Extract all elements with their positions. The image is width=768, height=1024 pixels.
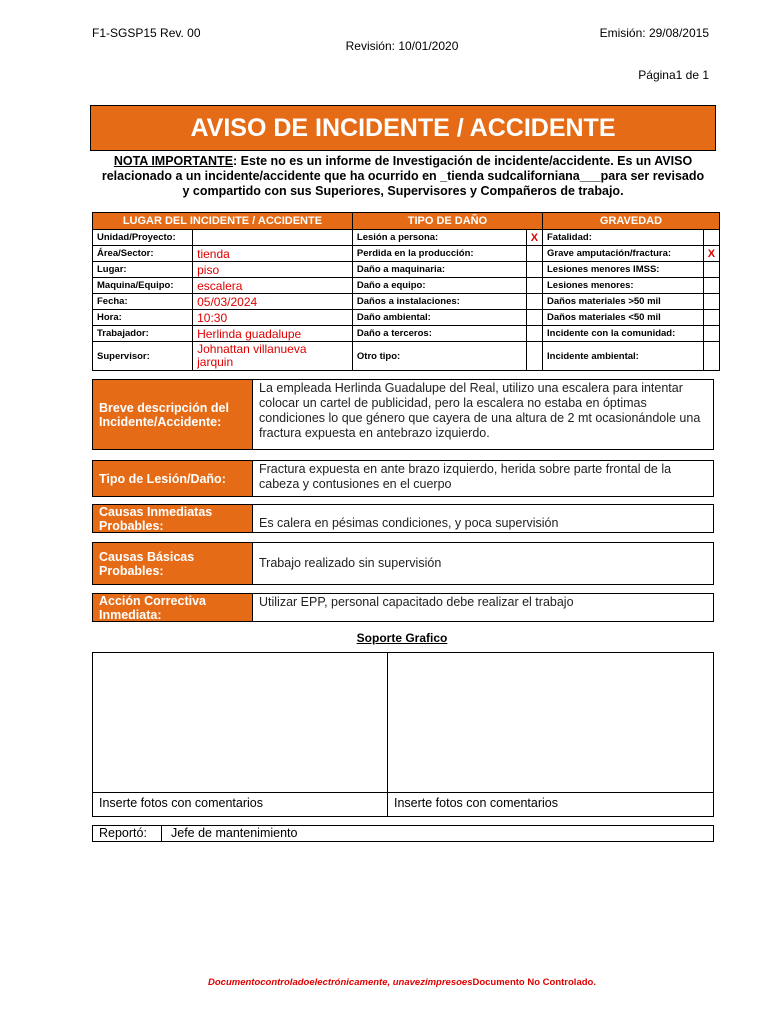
dano-label: Lesión a persona: xyxy=(352,230,526,246)
dano-label: Otro tipo: xyxy=(352,342,526,371)
basicas-label: Causas Básicas Probables: xyxy=(93,543,253,584)
dano-label: Daño ambiental: xyxy=(352,310,526,326)
descripcion-text[interactable]: La empleada Herlinda Guadalupe del Real, utilizo una escalera para intentar colocar un cartel de publicidad, pero la escalera no estaba en óptimas condiciones lo que género que cayera de una altura de 2 mt ocasionándole una fractura expuesta en antebrazo izquierdo. xyxy=(259,381,701,440)
dano-check[interactable]: X xyxy=(526,230,542,246)
row-value[interactable]: escalera xyxy=(193,278,353,294)
footer-plain: Documento No Controlado. xyxy=(472,977,596,988)
row-value[interactable]: 10:30 xyxy=(193,310,353,326)
footer-note xyxy=(0,977,768,988)
reporto-value[interactable]: Jefe de mantenimiento xyxy=(171,826,298,840)
soporte-title: Soporte Grafico xyxy=(356,631,448,645)
gravedad-check[interactable] xyxy=(703,262,719,278)
reporto-divider xyxy=(161,826,162,841)
row-value[interactable]: tienda xyxy=(193,246,353,262)
lesion-label: Tipo de Lesión/Daño: xyxy=(93,461,253,496)
gravedad-label: Fatalidad: xyxy=(543,230,704,246)
descripcion-label: Breve descripción del Incidente/Accidente: xyxy=(93,380,253,449)
gravedad-check[interactable] xyxy=(703,230,719,246)
row-value[interactable] xyxy=(193,230,353,246)
photo-area xyxy=(92,652,714,817)
basicas-text[interactable]: Trabajo realizado sin supervisión xyxy=(259,556,442,570)
row-value[interactable]: piso xyxy=(193,262,353,278)
gravedad-check[interactable] xyxy=(703,326,719,342)
incident-grid xyxy=(92,212,720,371)
correctiva-label: Acción Correctiva Inmediata: xyxy=(93,594,253,621)
dano-check[interactable] xyxy=(526,278,542,294)
table-row xyxy=(93,310,720,326)
table-row xyxy=(93,246,720,262)
table-row xyxy=(93,294,720,310)
row-label: Fecha: xyxy=(93,294,193,310)
header-lugar: LUGAR DEL INCIDENTE / ACCIDENTE xyxy=(93,213,353,230)
table-row xyxy=(93,326,720,342)
caption-left[interactable]: Inserte fotos con comentarios xyxy=(99,796,263,810)
gravedad-check[interactable] xyxy=(703,294,719,310)
gravedad-label: Incidente con la comunidad: xyxy=(543,326,704,342)
caption-divider xyxy=(93,792,713,793)
row-value[interactable]: Herlinda guadalupe xyxy=(193,326,353,342)
nota-line2: relacionado a un incidente/accidente que ha ocurrido en _tienda sudcaliforniana___para ser revisado xyxy=(101,169,705,183)
gravedad-label: Grave amputación/fractura: xyxy=(543,246,704,262)
dano-check[interactable] xyxy=(526,246,542,262)
inmediatas-text[interactable]: Es calera en pésimas condiciones, y poca supervisión xyxy=(259,516,559,530)
caption-right[interactable]: Inserte fotos con comentarios xyxy=(394,796,558,810)
dano-check[interactable] xyxy=(526,262,542,278)
gravedad-check[interactable] xyxy=(703,310,719,326)
dano-check[interactable] xyxy=(526,310,542,326)
document-code: F1-SGSP15 Rev. 00 xyxy=(92,26,201,40)
section-lesion xyxy=(92,460,714,497)
reporto-row xyxy=(92,825,714,842)
reporto-label: Reportó: xyxy=(99,826,147,840)
row-label: Área/Sector: xyxy=(93,246,193,262)
table-row xyxy=(93,342,720,371)
dano-label: Daño a terceros: xyxy=(352,326,526,342)
gravedad-check[interactable] xyxy=(703,278,719,294)
footer-italic: Documentocontroladoelectrónicamente, unavezimpresoes xyxy=(208,977,473,988)
section-correctiva xyxy=(92,593,714,622)
row-label: Hora: xyxy=(93,310,193,326)
dano-check[interactable] xyxy=(526,326,542,342)
supervisor-value[interactable] xyxy=(193,342,353,371)
table-row xyxy=(93,262,720,278)
supervisor-line2: jarquin xyxy=(197,355,234,369)
gravedad-check[interactable] xyxy=(703,342,719,371)
row-label: Lugar: xyxy=(93,262,193,278)
inmediatas-label: Causas Inmediatas Probables: xyxy=(93,505,253,532)
table-row xyxy=(93,230,720,246)
correctiva-text[interactable]: Utilizar EPP, personal capacitado debe realizar el trabajo xyxy=(259,595,574,609)
nota-label: NOTA IMPORTANTE xyxy=(113,154,234,168)
row-value[interactable]: 05/03/2024 xyxy=(193,294,353,310)
dano-label: Daño a equipo: xyxy=(352,278,526,294)
lesion-text[interactable]: Fractura expuesta en ante brazo izquierdo, herida sobre parte frontal de la cabeza y contusiones en el cuerpo xyxy=(259,462,672,491)
nota-line3: y compartido con sus Superiores, Supervisores y Compañeros de trabajo. xyxy=(182,184,624,198)
gravedad-label: Lesiones menores IMSS: xyxy=(543,262,704,278)
nota-line1: : Este no es un informe de Investigación de incidente/accidente. Es un AVISO xyxy=(233,154,693,168)
row-label: Maquina/Equipo: xyxy=(93,278,193,294)
nota-importante xyxy=(88,154,718,199)
gravedad-label: Daños materiales <50 mil xyxy=(543,310,704,326)
dano-check[interactable] xyxy=(526,342,542,371)
dano-label: Daño a maquinaria: xyxy=(352,262,526,278)
revision-date: Revisión: 10/01/2020 xyxy=(345,39,459,53)
table-row xyxy=(93,278,720,294)
section-inmediatas xyxy=(92,504,714,533)
row-label: Supervisor: xyxy=(93,342,193,371)
emision-date: Emisión: 29/08/2015 xyxy=(599,26,709,40)
supervisor-line1: Johnattan villanueva xyxy=(197,342,307,356)
section-descripcion xyxy=(92,379,714,450)
gravedad-label: Daños materiales >50 mil xyxy=(543,294,704,310)
gravedad-label: Lesiones menores: xyxy=(543,278,704,294)
gravedad-label: Incidente ambiental: xyxy=(543,342,704,371)
row-label: Trabajador: xyxy=(93,326,193,342)
page-number: Página1 de 1 xyxy=(638,68,709,82)
dano-label: Daños a instalaciones: xyxy=(352,294,526,310)
section-basicas xyxy=(92,542,714,585)
page-title: AVISO DE INCIDENTE / ACCIDENTE xyxy=(90,105,716,151)
row-label: Unidad/Proyecto: xyxy=(93,230,193,246)
dano-check[interactable] xyxy=(526,294,542,310)
gravedad-check[interactable]: X xyxy=(703,246,719,262)
header-tipo-dano: TIPO DE DAÑO xyxy=(352,213,542,230)
header-gravedad: GRAVEDAD xyxy=(543,213,720,230)
dano-label: Perdida en la producción: xyxy=(352,246,526,262)
